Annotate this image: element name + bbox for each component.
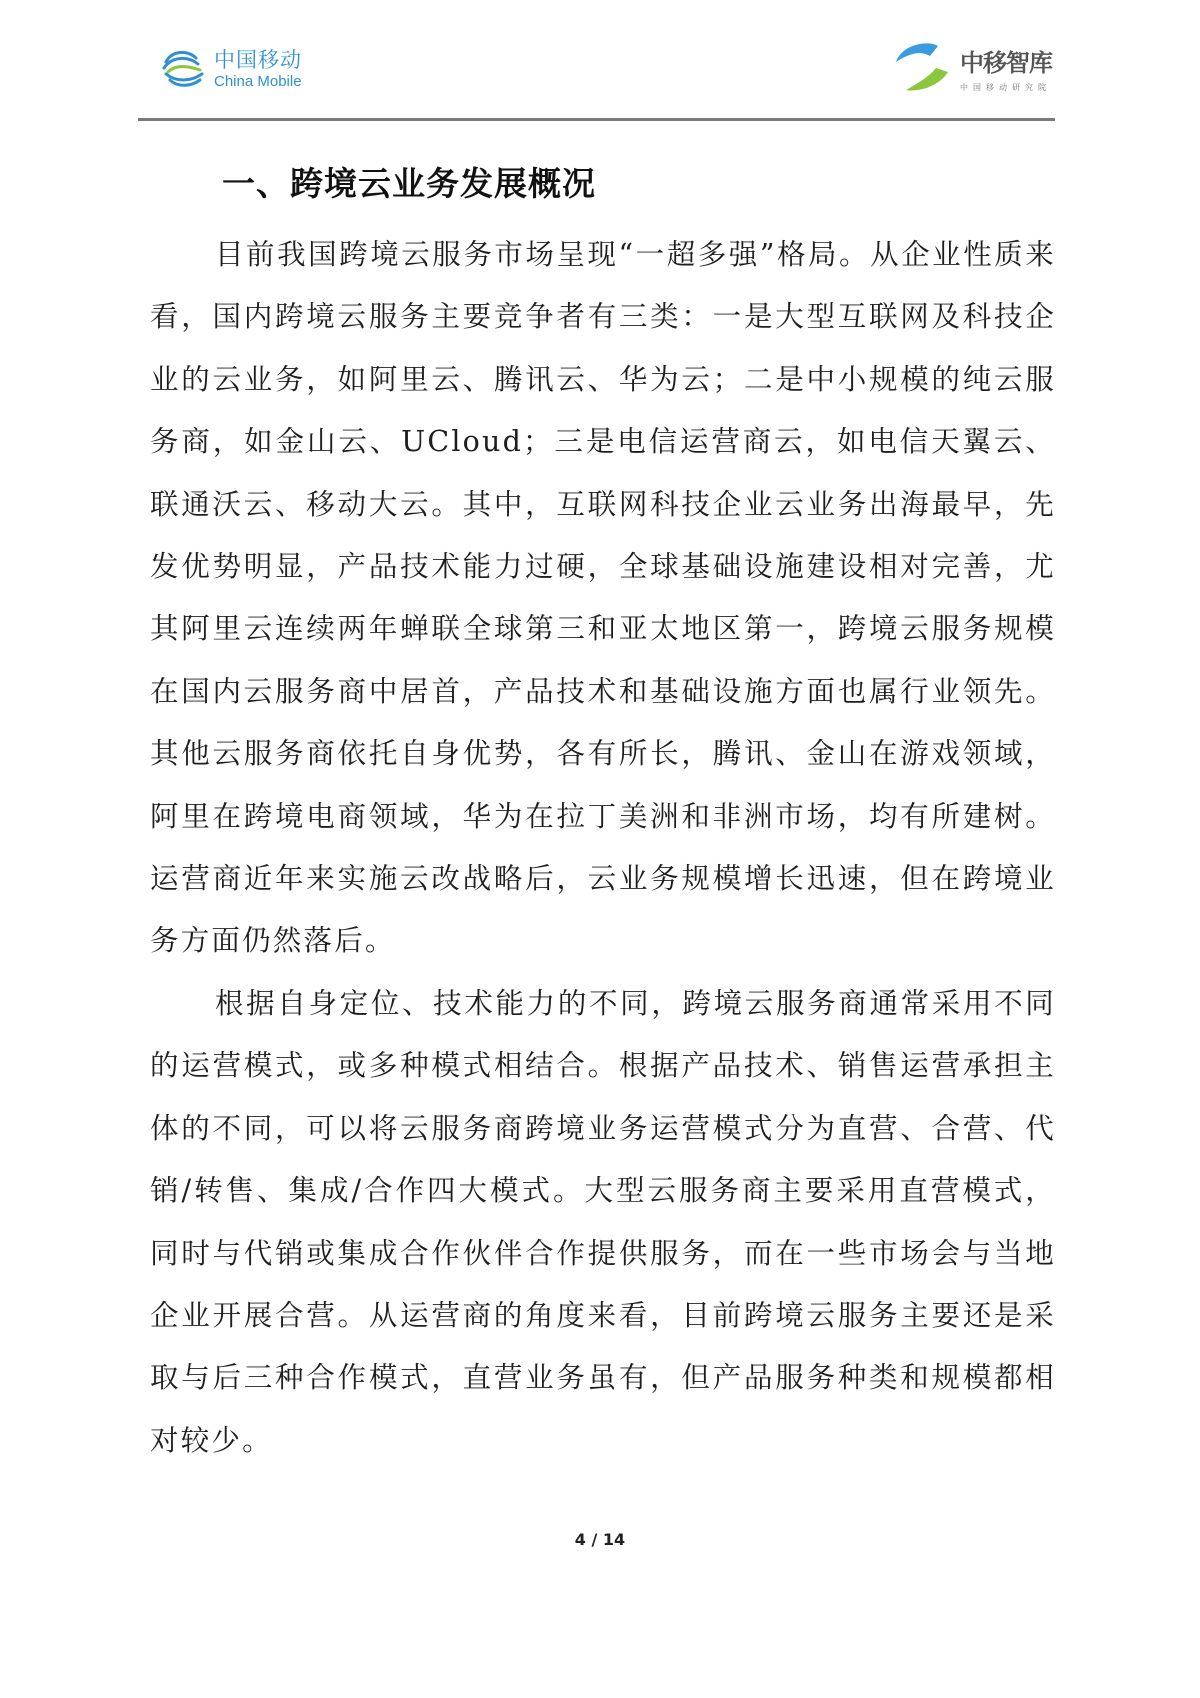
china-mobile-logo (158, 44, 302, 94)
china-mobile-logo-icon (158, 44, 208, 94)
header-divider (138, 118, 1055, 121)
think-tank-name: 中移智库 (960, 49, 1052, 77)
china-mobile-name-en: China Mobile (214, 72, 302, 90)
think-tank-subtitle: 中国移动研究院 (960, 83, 1051, 92)
paragraph-1: 目前我国跨境云服务市场呈现“一超多强”格局。从企业性质来看，国内跨境云服务主要竞争者有三类：一是大型互联网及科技企业的云业务，如阿里云、腾讯云、华为云；二是中小规模的纯云服务商，如金山云、UCloud；三是电信运营商云，如电信天翼云、联通沃云、移动大云。其中，互联网科技企业云业务出海最早，先发优势明显，产品技术能力过硬，全球基础设施建设相对完善，尤其阿里云连续两年蝉联全球第三和亚太地区第一，跨境云服务规模在国内云服务商中居首，产品技术和基础设施方面也属行业领先。其他云服务商依托自身优势，各有所长，腾讯、金山在游戏领域，阿里在跨境电商领域，华为在拉丁美洲和非洲市场，均有所建树。运营商近年来实施云改战略后，云业务规模增长迅速，但在跨境业务方面仍然落后。 (150, 238, 1056, 958)
page-number: 4 / 14 (574, 1530, 626, 1549)
page-header (0, 0, 1200, 125)
cmri-think-tank-logo (888, 34, 1052, 102)
section-title: 一、跨境云业务发展概况 (222, 164, 596, 203)
think-tank-logo-icon (888, 34, 958, 102)
china-mobile-name-cn: 中国移动 (214, 47, 302, 72)
paragraph-2: 根据自身定位、技术能力的不同，跨境云服务商通常采用不同的运营模式，或多种模式相结合。根据产品技术、销售运营承担主体的不同，可以将云服务商跨境业务运营模式分为直营、合营、代销/转售、集成/合作四大模式。大型云服务商主要采用直营模式，同时与代销或集成合作伙伴合作提供服务，而在一些市场会与当地企业开展合营。从运营商的角度来看，目前跨境云服务主要还是采取与后三种合作模式，直营业务虽有，但产品服务种类和规模都相对较少。 (150, 986, 1056, 1457)
section-body (150, 224, 1056, 1472)
